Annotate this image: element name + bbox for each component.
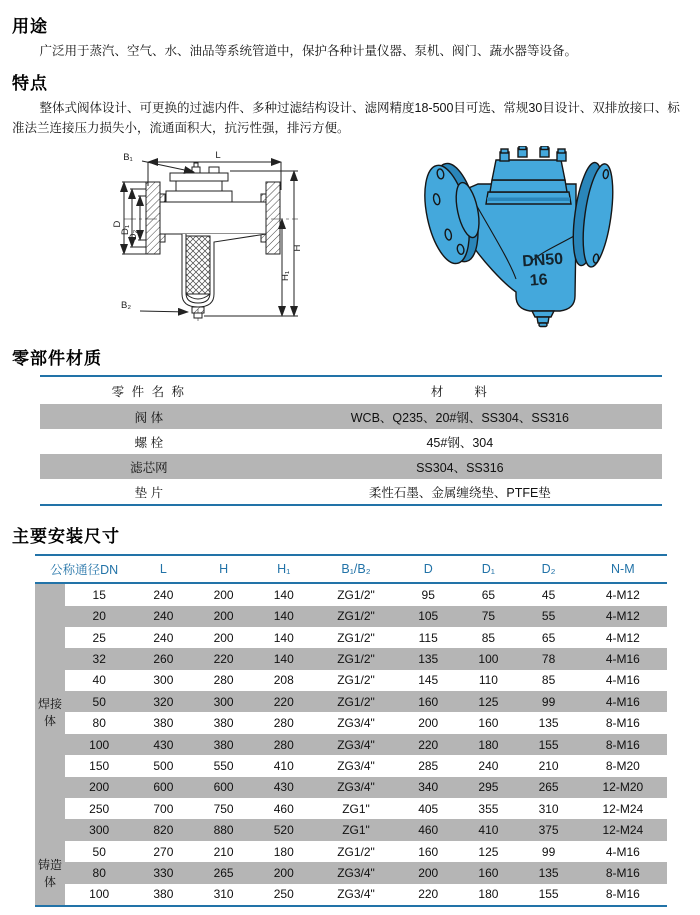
dim-cell: 99 [541, 694, 556, 709]
dim-cell: 135 [538, 865, 559, 880]
dimensions-row [35, 884, 667, 906]
dim-cell: ZG1/2" [337, 844, 375, 859]
dim-cell: 310 [538, 801, 559, 816]
dim-cell: 375 [538, 823, 559, 838]
dim-cell: 200 [89, 780, 110, 795]
dim-cell: 4-M16 [605, 673, 640, 688]
dim-cell: 140 [273, 587, 294, 602]
dim-cell: 220 [213, 651, 234, 666]
dim-cell: ZG3/4" [337, 716, 375, 731]
dim-cell: 750 [213, 801, 234, 816]
materials-cell-part: 阀 体 [134, 410, 164, 425]
dim-cell: 65 [541, 630, 556, 645]
dim-header-h1: H₁ [277, 562, 291, 577]
dim-cell: 78 [541, 651, 556, 666]
dim-header-d: D [423, 562, 433, 577]
dim-cell: 380 [153, 716, 174, 731]
dim-cell: 600 [213, 780, 234, 795]
dim-cell: 240 [153, 609, 174, 624]
dim-cell: 80 [92, 716, 106, 731]
materials-cell-material: 45#钢、304 [426, 435, 494, 450]
dim-cell: 160 [478, 716, 499, 731]
dimensions-row [35, 777, 667, 798]
dim-cell: 220 [273, 694, 294, 709]
dim-cell: 280 [273, 737, 294, 752]
dim-cell: 250 [89, 801, 110, 816]
dim-cell: 240 [153, 587, 174, 602]
figures-row [12, 146, 688, 338]
dim-cell: ZG3/4" [337, 758, 375, 773]
section-heading-materials: 零部件材质 [12, 349, 102, 369]
dim-label-L: L [215, 150, 221, 162]
body-type-cell: 焊接体 [35, 583, 65, 841]
dim-cell: 240 [153, 630, 174, 645]
dim-label-D: D [112, 220, 123, 228]
technical-drawing [106, 146, 371, 331]
dim-cell: 340 [418, 780, 439, 795]
dim-label-D1: D₁ [120, 225, 131, 236]
dim-cell: 430 [273, 780, 294, 795]
dim-cell: 310 [213, 887, 234, 902]
dim-cell: 100 [89, 737, 110, 752]
dim-cell: 200 [418, 865, 439, 880]
dim-cell: 355 [478, 801, 499, 816]
dim-cell: 40 [92, 673, 106, 688]
dim-cell: ZG1/2" [337, 587, 375, 602]
dim-header-b: B₁/B₂ [341, 562, 371, 577]
dim-cell: 150 [89, 758, 110, 773]
body-type-cell: 铸造体 [35, 841, 65, 906]
dim-cell: 25 [92, 630, 106, 645]
materials-row [40, 454, 662, 479]
dim-cell: 280 [213, 673, 234, 688]
dim-cell: 135 [418, 651, 439, 666]
dim-cell: 50 [92, 844, 106, 859]
dim-cell: 125 [478, 844, 499, 859]
dim-cell: 295 [478, 780, 499, 795]
dim-cell: 600 [153, 780, 174, 795]
dimensions-row [35, 862, 667, 883]
dim-cell: 380 [213, 737, 234, 752]
dim-cell: 405 [418, 801, 439, 816]
dim-cell: 125 [478, 694, 499, 709]
dim-cell: 100 [478, 651, 499, 666]
dim-cell: 880 [213, 823, 234, 838]
dim-label-H: H [292, 244, 303, 252]
dimensions-row [35, 648, 667, 669]
dim-cell: ZG1/2" [337, 609, 375, 624]
materials-cell-part: 垫 片 [134, 485, 164, 500]
dim-cell: 500 [153, 758, 174, 773]
dim-cell: 700 [153, 801, 174, 816]
dim-cell: 200 [213, 587, 234, 602]
dim-cell: 300 [89, 823, 110, 838]
dim-cell: 200 [213, 630, 234, 645]
dim-cell: 95 [421, 587, 435, 602]
product-illustration [416, 146, 628, 330]
dimensions-row [35, 734, 667, 755]
dim-cell: 45 [541, 587, 556, 602]
dim-cell: 160 [418, 694, 439, 709]
dim-cell: 208 [273, 673, 294, 688]
dim-cell: 180 [273, 844, 294, 859]
dim-cell: 105 [418, 609, 439, 624]
dim-cell: 4-M16 [605, 844, 640, 859]
dim-cell: 145 [418, 673, 439, 688]
dim-cell: 20 [92, 609, 106, 624]
dim-cell: ZG1" [342, 823, 370, 838]
dim-cell: 200 [273, 865, 294, 880]
dim-cell: 155 [538, 737, 559, 752]
dim-cell: 4-M12 [605, 630, 640, 645]
dim-cell: 200 [418, 716, 439, 731]
dim-cell: 110 [478, 673, 498, 688]
dimensions-row [35, 583, 667, 605]
materials-table-body [40, 404, 662, 505]
drawing-geometry [122, 161, 298, 322]
section-heading-usage: 用途 [12, 17, 48, 36]
dim-cell: 280 [273, 716, 294, 731]
dim-cell: 300 [213, 694, 234, 709]
materials-cell-part: 滤芯网 [130, 460, 168, 475]
materials-header-material: 材 料 [430, 384, 489, 399]
valve-size-label: DN50 [521, 250, 564, 271]
dimensions-table-body [35, 583, 667, 906]
dimensions-row [35, 627, 667, 648]
dimensions-row [35, 606, 667, 627]
dim-cell: 4-M16 [605, 694, 640, 709]
dim-cell: 460 [273, 801, 294, 816]
dim-cell: 15 [92, 587, 106, 602]
dim-cell: 200 [213, 609, 234, 624]
dim-cell: 100 [89, 887, 110, 902]
materials-row [40, 479, 662, 505]
dim-cell: 4-M12 [605, 609, 640, 624]
materials-header-part: 零 件 名 称 [111, 384, 187, 399]
dim-cell: 155 [538, 887, 559, 902]
dim-cell: 285 [418, 758, 439, 773]
materials-cell-material: 柔性石墨、金属缠绕垫、PTFE垫 [368, 485, 551, 500]
dim-cell: 260 [153, 651, 174, 666]
dim-cell: 4-M12 [605, 587, 640, 602]
dimensions-row [35, 841, 667, 862]
valve-body-art [417, 146, 618, 327]
dimensions-row [35, 819, 667, 840]
dim-cell: 140 [273, 609, 294, 624]
dimensions-row [35, 670, 667, 691]
dim-cell: 300 [153, 673, 174, 688]
dimensions-header-row [35, 555, 667, 583]
dim-cell: 65 [481, 587, 496, 602]
dim-header-d2: D₂ [541, 562, 556, 577]
dim-header-h: H [219, 562, 229, 577]
dim-cell: 220 [418, 887, 439, 902]
dim-label-D2: D₂ [128, 229, 139, 241]
dim-cell: 135 [538, 716, 559, 731]
dim-cell: 380 [213, 716, 234, 731]
dim-cell: 160 [478, 865, 499, 880]
dim-cell: 180 [478, 737, 499, 752]
dim-cell: 75 [481, 609, 496, 624]
dim-cell: 240 [478, 758, 499, 773]
dim-cell: ZG1/2" [337, 630, 375, 645]
dim-cell: 210 [538, 758, 559, 773]
dim-cell: 12-M24 [602, 801, 644, 816]
dimensions-table [35, 554, 667, 907]
materials-cell-material: WCB、Q235、20#钢、SS304、SS316 [350, 410, 569, 425]
dimensions-row [35, 798, 667, 819]
dim-cell: 140 [273, 630, 294, 645]
dim-cell: 4-M16 [605, 651, 640, 666]
dim-cell: ZG3/4" [337, 737, 375, 752]
dim-cell: 270 [153, 844, 174, 859]
dim-cell: 265 [213, 865, 234, 880]
dim-cell: 50 [92, 694, 106, 709]
section-heading-dimensions: 主要安装尺寸 [12, 527, 120, 547]
dim-cell: ZG1" [342, 801, 370, 816]
dim-cell: 8-M16 [605, 887, 640, 902]
dim-header-nm: N-M [611, 562, 635, 577]
dim-cell: 85 [481, 630, 496, 645]
dimensions-row [35, 755, 667, 776]
dim-cell: 8-M16 [605, 865, 640, 880]
materials-header-row [40, 376, 662, 404]
dim-cell: ZG3/4" [337, 887, 375, 902]
materials-table [40, 375, 662, 506]
dim-cell: 55 [541, 609, 556, 624]
dim-cell: 265 [538, 780, 559, 795]
dim-cell: 85 [541, 673, 556, 688]
dim-cell: ZG3/4" [337, 780, 375, 795]
dim-cell: 160 [418, 844, 439, 859]
dim-cell: ZG3/4" [337, 865, 375, 880]
dim-cell: 12-M20 [602, 780, 644, 795]
dim-cell: 380 [153, 887, 174, 902]
dim-cell: 115 [418, 630, 438, 645]
dim-cell: 320 [153, 694, 174, 709]
dim-header-d1: D₁ [481, 562, 496, 577]
usage-text: 广泛用于蒸汽、空气、水、油品等系统管道中，保护各种计量仪器、泵机、阀门、蔬水器等设备。 [39, 44, 578, 58]
dim-cell: 430 [153, 737, 174, 752]
dim-cell: 410 [273, 758, 294, 773]
dim-cell: 550 [213, 758, 234, 773]
materials-cell-material: SS304、SS316 [416, 460, 504, 475]
dimensions-row [35, 691, 667, 712]
dim-header-dn: 公称通径DN [50, 563, 119, 578]
dim-cell: 330 [153, 865, 174, 880]
dim-cell: 520 [273, 823, 294, 838]
dim-cell: 12-M24 [602, 823, 644, 838]
dim-cell: 180 [478, 887, 499, 902]
dim-cell: ZG1/2" [337, 694, 375, 709]
dim-cell: 820 [153, 823, 174, 838]
dim-cell: 8-M20 [605, 758, 640, 773]
dim-header-l: L [159, 562, 167, 577]
materials-row [40, 429, 662, 454]
dim-cell: 250 [273, 887, 294, 902]
dim-cell: 8-M16 [605, 737, 640, 752]
dimensions-row [35, 712, 667, 733]
dim-cell: 410 [478, 823, 499, 838]
features-text: 整体式阀体设计、可更换的过滤内件、多种过滤结构设计、滤网精度18-500目可选、常规30目设计、双排放接口、标准法兰连接压力损失小，流通面积大，抗污性强，排污方便。 [12, 101, 680, 135]
dim-cell: 460 [418, 823, 439, 838]
dim-cell: ZG1/2" [337, 651, 375, 666]
dim-label-H1: H₁ [280, 271, 291, 282]
section-heading-features: 特点 [12, 74, 48, 94]
dim-cell: 140 [273, 651, 294, 666]
materials-cell-part: 螺 栓 [134, 435, 164, 450]
materials-row [40, 404, 662, 429]
dim-cell: 80 [92, 865, 106, 880]
dim-label-B1: B₁ [123, 152, 133, 164]
dim-label-B2: B₂ [120, 300, 132, 312]
dim-cell: 210 [213, 844, 234, 859]
valve-pressure-label: 16 [529, 271, 549, 290]
dim-cell: ZG1/2" [337, 673, 375, 688]
dim-cell: 8-M16 [605, 716, 640, 731]
dim-cell: 32 [92, 651, 106, 666]
dim-cell: 220 [418, 737, 439, 752]
dim-cell: 99 [541, 844, 556, 859]
